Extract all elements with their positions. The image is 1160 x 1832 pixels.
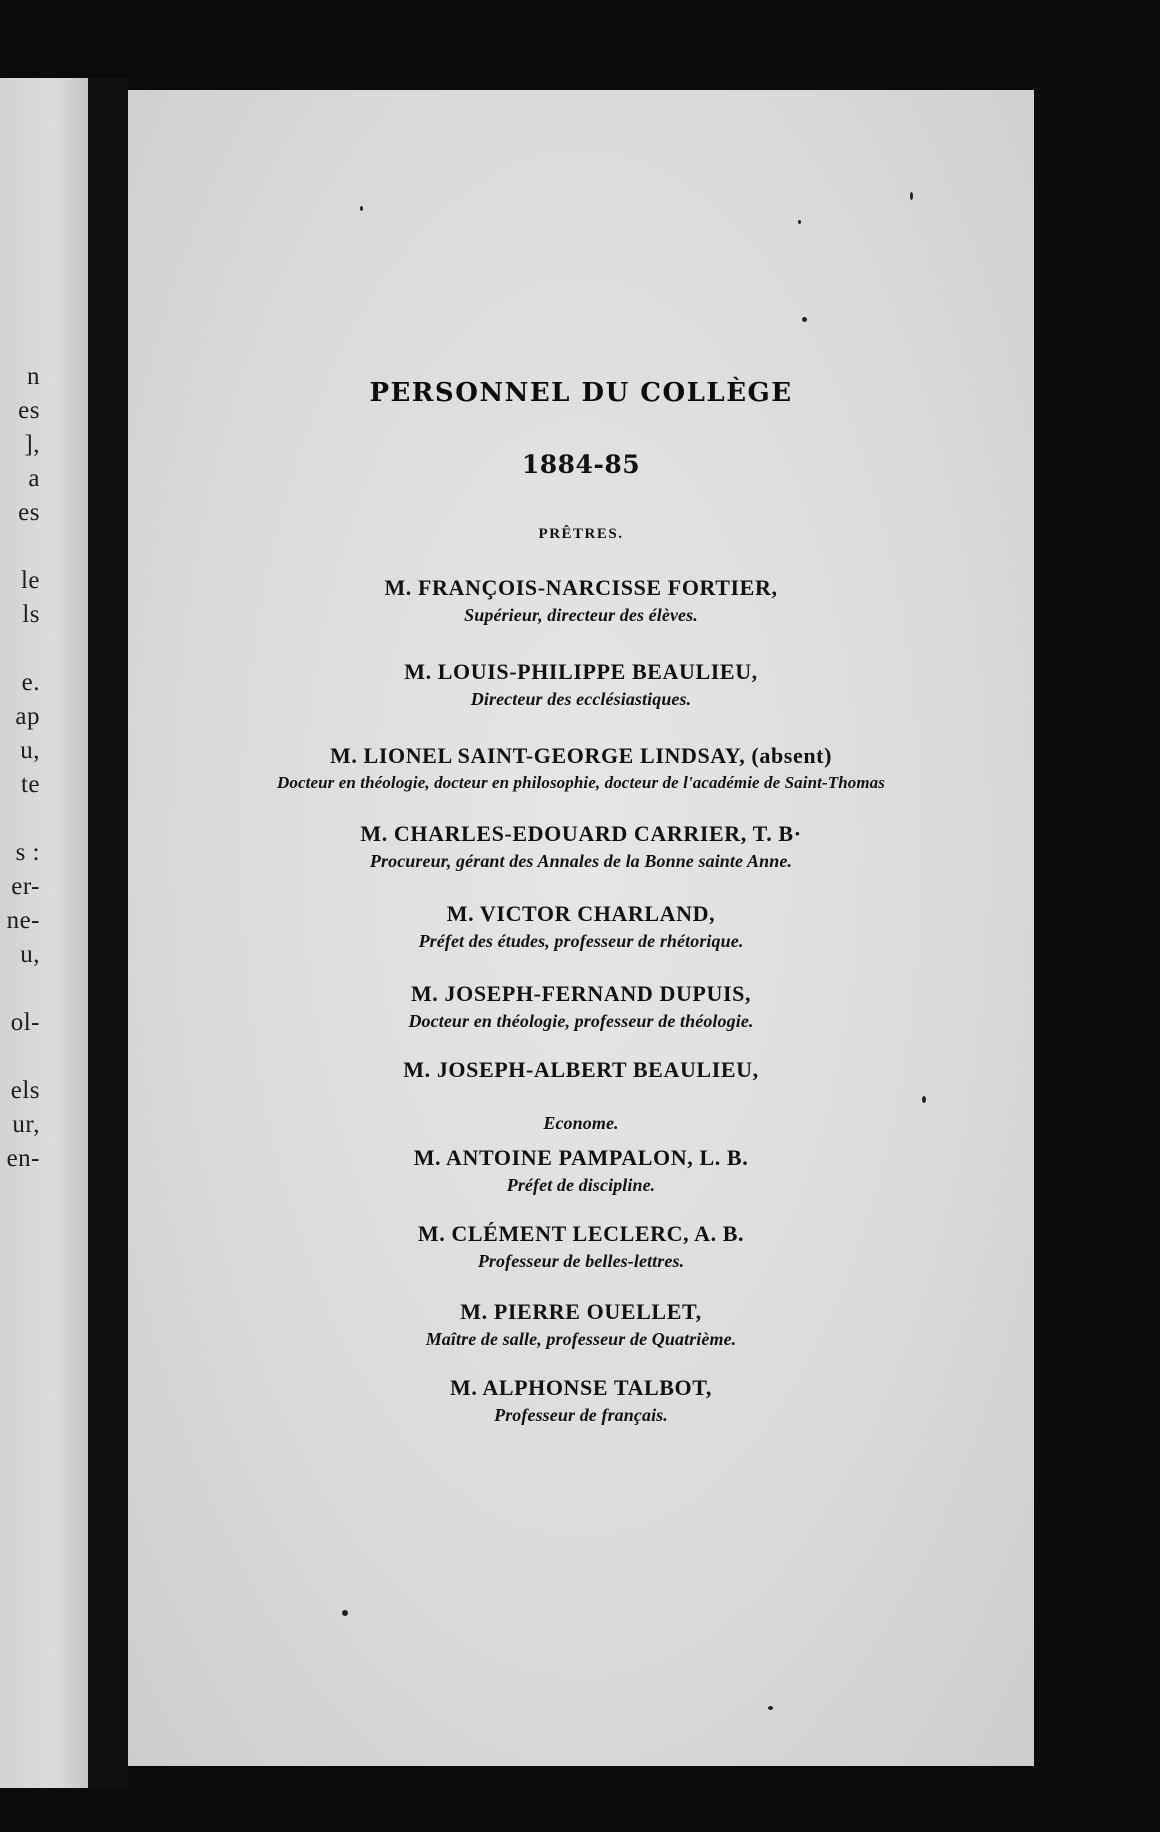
staff-name: M. VICTOR CHARLAND, (446, 901, 716, 926)
adjacent-page (0, 78, 88, 1788)
staff-entry (128, 1144, 1034, 1198)
fragment-line: le (20, 567, 40, 594)
page-title: PERSONNEL DU COLLÈGE (369, 378, 793, 408)
staff-entry (128, 900, 1034, 954)
staff-role: Préfet de discipline. (506, 1175, 656, 1195)
staff-role: Professeur de français. (494, 1405, 668, 1425)
staff-role: Procureur, gérant des Annales de la Bonne sainte Anne. (369, 851, 793, 871)
ink-speck (360, 206, 363, 211)
staff-role: Directeur des ecclésiastiques. (470, 689, 692, 709)
fragment-line: ], (24, 431, 40, 458)
fragment-line: ur, (12, 1111, 40, 1138)
fragment-line: ol- (10, 1009, 40, 1036)
staff-name: M. JOSEPH-ALBERT BEAULIEU, (403, 1057, 759, 1082)
staff-name: M. FRANÇOIS-NARCISSE FORTIER, (384, 575, 778, 600)
staff-role: Préfet des études, professeur de rhétorique. (418, 931, 744, 951)
fragment-line: er- (11, 873, 40, 900)
staff-entry (128, 980, 1034, 1034)
ink-speck (910, 192, 913, 200)
staff-name: M. ANTOINE PAMPALON, L. B. (413, 1145, 749, 1170)
fragment-line (0, 632, 40, 666)
year-heading: 1884-85 (521, 450, 641, 479)
staff-name: M. JOSEPH-FERNAND DUPUIS, (410, 981, 752, 1006)
fragment-line: en- (6, 1145, 40, 1172)
staff-name: M. CHARLES-EDOUARD CARRIER, T. B· (360, 821, 802, 846)
fragment-line: ne- (6, 907, 40, 934)
staff-role: Docteur en théologie, docteur en philosophie, docteur de l'académie de Saint-Thomas (277, 773, 885, 792)
staff-role: Docteur en théologie, professeur de théologie. (408, 1011, 754, 1031)
staff-name: M. LIONEL SAINT-GEORGE LINDSAY, (absent) (329, 743, 833, 768)
staff-entry (128, 658, 1034, 712)
staff-name: M. LOUIS-PHILIPPE BEAULIEU, (404, 659, 758, 684)
ink-speck (798, 220, 801, 224)
adjacent-page-text (0, 360, 40, 1176)
fragment-line (0, 1040, 40, 1074)
staff-entry (128, 1056, 1034, 1136)
fragment-line: u, (20, 737, 40, 764)
staff-entry (128, 574, 1034, 628)
document-page (128, 90, 1034, 1766)
fragment-line: ap (15, 703, 40, 730)
fragment-line: es (18, 397, 40, 424)
staff-entry (128, 1298, 1034, 1352)
ink-speck (802, 317, 807, 322)
fragment-line (0, 802, 40, 836)
staff-entry (128, 1220, 1034, 1274)
fragment-line: te (20, 771, 40, 798)
fragment-line: s : (15, 839, 40, 866)
fragment-line (0, 972, 40, 1006)
staff-entry (128, 1374, 1034, 1428)
ink-speck (342, 1610, 348, 1616)
staff-role: Maître de salle, professeur de Quatrième. (425, 1329, 737, 1349)
fragment-line (0, 530, 40, 564)
fragment-line: e. (21, 669, 40, 696)
staff-role: Professeur de belles-lettres. (477, 1251, 685, 1271)
section-heading: PRÊTRES. (538, 526, 624, 542)
staff-name: M. CLÉMENT LECLERC, A. B. (417, 1221, 745, 1246)
staff-entry (128, 742, 1034, 796)
ink-speck (922, 1096, 926, 1103)
fragment-line: es (18, 499, 40, 526)
fragment-line: els (10, 1077, 40, 1104)
staff-entry (128, 820, 1034, 874)
ink-speck (768, 1706, 773, 1710)
staff-name: M. ALPHONSE TALBOT, (449, 1375, 712, 1400)
staff-name: M. PIERRE OUELLET, (460, 1299, 702, 1324)
staff-role: Supérieur, directeur des élèves. (464, 605, 698, 625)
book-gutter (88, 78, 128, 1788)
fragment-line: ls (22, 601, 40, 628)
fragment-line: u, (20, 941, 40, 968)
fragment-line: a (28, 465, 40, 492)
fragment-line: n (27, 363, 40, 390)
staff-role: Econome. (543, 1113, 619, 1133)
